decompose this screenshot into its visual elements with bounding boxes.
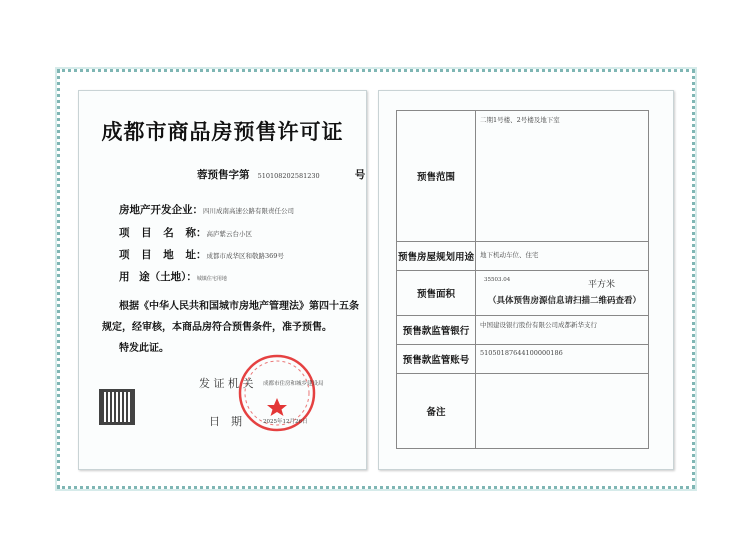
field-label: 用 途（土地）：: [119, 271, 197, 283]
row-value: 地下机动车位、住宅: [476, 242, 649, 271]
permit-suffix: 号: [354, 169, 366, 181]
qr-code[interactable]: [99, 389, 135, 425]
area-unit: 平方米: [588, 280, 616, 290]
certificate-title: 成都市商品房预售许可证: [101, 120, 344, 144]
table-row: [397, 374, 649, 449]
permit-number-line: [197, 163, 365, 182]
field-value: 城镇住宅用地: [196, 276, 227, 282]
date-label: 日 期: [209, 415, 242, 428]
date-value: 2025年12月26日: [263, 419, 308, 425]
area-cell: [476, 271, 649, 316]
issuer-label: 发 证 机 关: [199, 377, 254, 390]
field-value: 高庐紫云台小区: [206, 230, 252, 238]
row-label: 预售范围: [397, 111, 476, 242]
right-page: [378, 90, 674, 470]
presale-info-table: [396, 110, 649, 449]
row-value: 51050187644100000186: [476, 345, 649, 374]
row-label: 预售面积: [397, 271, 476, 316]
table-row: [397, 271, 649, 316]
row-label: 预售款监管账号: [397, 345, 476, 374]
row-value: 中国建设银行股份有限公司成都新华支行: [476, 316, 649, 345]
field-land-use: [119, 265, 227, 284]
row-value: 二期1号楼、2号楼及地下室: [476, 111, 649, 242]
statement-line-1: 根据《中华人民共和国城市房地产管理法》第四十五条: [119, 301, 359, 312]
row-label: 预售款监管银行: [397, 316, 476, 345]
field-project-name: [119, 221, 252, 240]
left-page: [78, 90, 367, 470]
table-row: [397, 345, 649, 374]
field-label: 房地产开发企业：: [119, 204, 203, 216]
row-label: 预售房屋规划用途: [397, 242, 476, 271]
field-value: 成都市成华区和敬路369号: [206, 252, 284, 260]
field-project-address: [119, 243, 284, 262]
field-label: 项 目 名 称：: [119, 227, 207, 239]
field-label: 项 目 地 址：: [119, 249, 207, 261]
row-label: 备注: [397, 374, 476, 449]
permit-prefix: 蓉预售字第: [197, 169, 250, 181]
issuer-value: 成都市住房和城乡建设局: [263, 381, 324, 387]
statement-line-2: 规定，经审核，本商品房符合预售条件，准予预售。: [102, 322, 332, 333]
area-value: 35503.04: [484, 277, 511, 283]
table-row: [397, 242, 649, 271]
permit-number: 510108202581230: [257, 172, 320, 180]
table-row: [397, 316, 649, 345]
field-developer: [119, 198, 294, 217]
table-row: [397, 111, 649, 242]
field-value: 四川成南高速公路有限责任公司: [203, 207, 294, 215]
row-value: [476, 374, 649, 449]
statement-line-3: 特发此证。: [119, 343, 169, 354]
area-note: （具体预售房源信息请扫描二维码查看）: [488, 296, 642, 306]
